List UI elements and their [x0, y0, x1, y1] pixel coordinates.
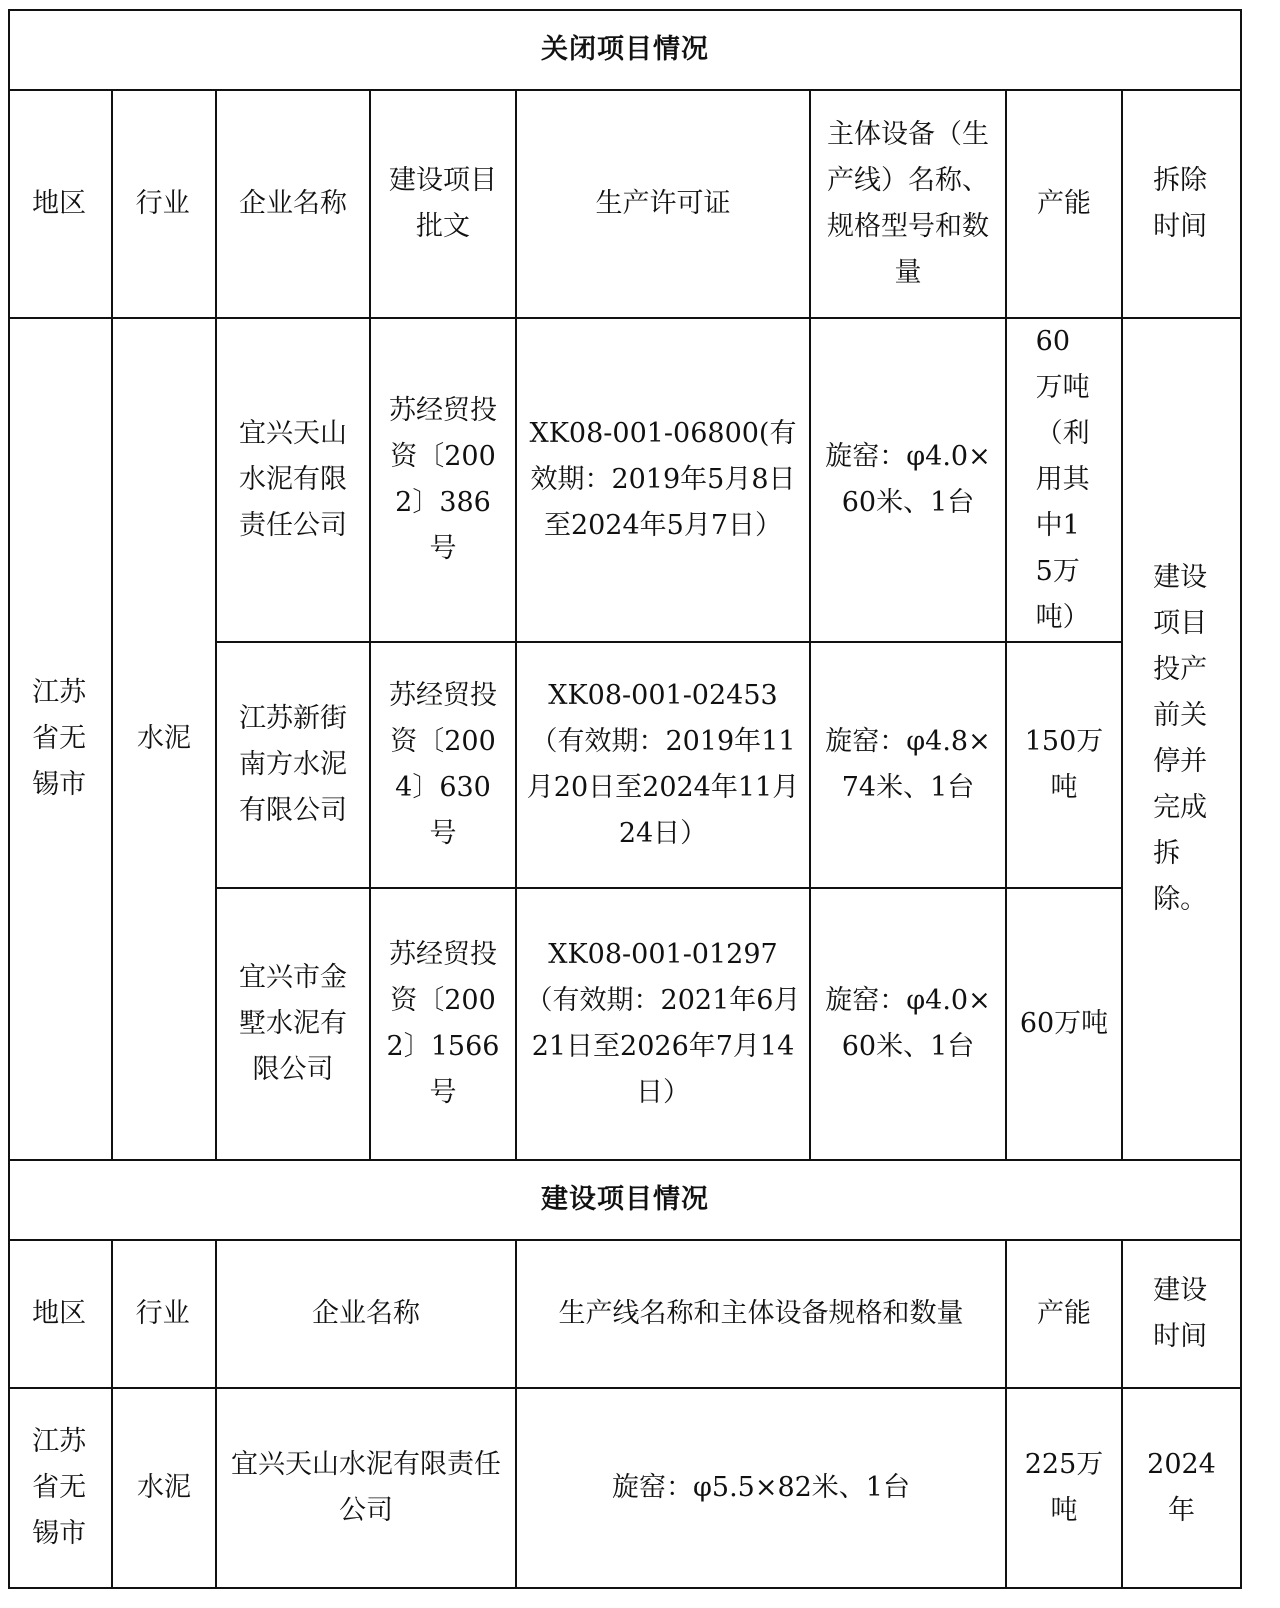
closed-region: 江苏省无锡市 [9, 318, 112, 1160]
header-build-time: 建设时间 [1122, 1240, 1241, 1388]
approval-doc: 苏经贸投资〔2002〕1566号 [370, 888, 516, 1160]
header-industry: 行业 [112, 1240, 216, 1388]
header-capacity: 产能 [1006, 90, 1122, 318]
equipment-spec: 旋窑：φ4.8×74米、1台 [810, 642, 1006, 888]
company-name: 宜兴市金墅水泥有限公司 [216, 888, 370, 1160]
capacity-value: 60万吨 [1006, 888, 1122, 1160]
company-name: 江苏新街南方水泥有限公司 [216, 642, 370, 888]
construction-section-title: 建设项目情况 [9, 1160, 1241, 1240]
construction-header-row [9, 1240, 1241, 1388]
closed-industry: 水泥 [112, 318, 216, 1160]
production-line-spec: 旋窑：φ5.5×82米、1台 [516, 1388, 1006, 1588]
table-row [9, 1388, 1241, 1588]
capacity-value: 225万吨 [1006, 1388, 1122, 1588]
header-capacity: 产能 [1006, 1240, 1122, 1388]
build-time: 2024年 [1122, 1388, 1241, 1588]
header-equipment: 主体设备（生产线）名称、规格型号和数量 [810, 90, 1006, 318]
header-company: 企业名称 [216, 90, 370, 318]
license-info: XK08-001-02453（有效期：2019年11月20日至2024年11月24日） [516, 642, 810, 888]
construction-region: 江苏省无锡市 [9, 1388, 112, 1588]
closed-header-row [9, 90, 1241, 318]
equipment-spec: 旋窑：φ4.0×60米、1台 [810, 888, 1006, 1160]
approval-doc: 苏经贸投资〔2002〕386号 [370, 318, 516, 642]
closed-section-title: 关闭项目情况 [9, 10, 1241, 90]
header-license: 生产许可证 [516, 90, 810, 318]
header-company: 企业名称 [216, 1240, 516, 1388]
company-name: 宜兴天山水泥有限责任公司 [216, 318, 370, 642]
license-info: XK08-001-06800(有效期：2019年5月8日至2024年5月7日） [516, 318, 810, 642]
company-name: 宜兴天山水泥有限责任公司 [216, 1388, 516, 1588]
header-production-line: 生产线名称和主体设备规格和数量 [516, 1240, 1006, 1388]
capacity-value: 150万吨 [1006, 642, 1122, 888]
project-table [8, 9, 1242, 1589]
header-region: 地区 [9, 90, 112, 318]
license-info: XK08-001-01297（有效期：2021年6月21日至2026年7月14日） [516, 888, 810, 1160]
capacity-value: 60万吨（利用其中15万吨） [1006, 318, 1122, 642]
demolition-time: 建设项目投产前关停并完成拆除。 [1122, 318, 1241, 1160]
table-row [9, 318, 1241, 642]
header-approval: 建设项目批文 [370, 90, 516, 318]
header-industry: 行业 [112, 90, 216, 318]
construction-industry: 水泥 [112, 1388, 216, 1588]
equipment-spec: 旋窑：φ4.0×60米、1台 [810, 318, 1006, 642]
header-region: 地区 [9, 1240, 112, 1388]
header-demolition: 拆除时间 [1122, 90, 1241, 318]
approval-doc: 苏经贸投资〔2004〕630号 [370, 642, 516, 888]
